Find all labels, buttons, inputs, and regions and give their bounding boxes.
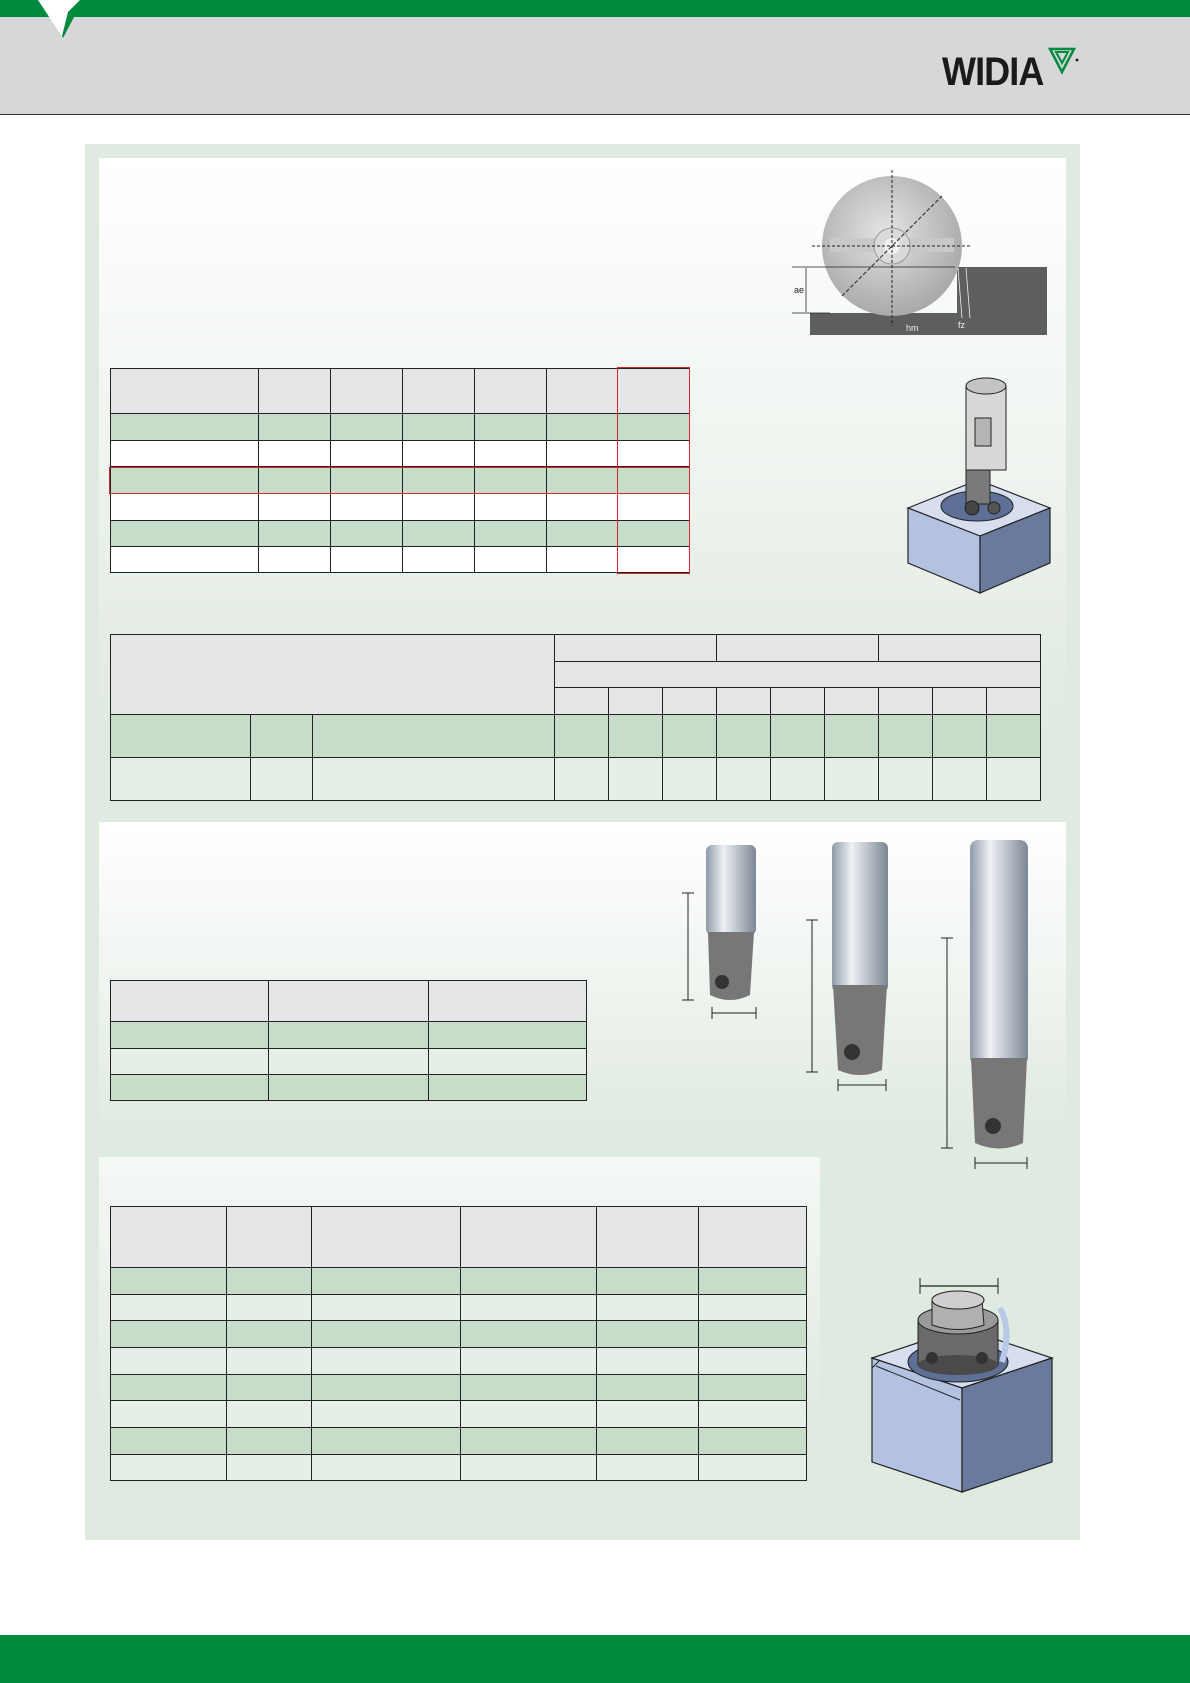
table-row bbox=[111, 1401, 807, 1428]
table-3-header bbox=[111, 981, 587, 1022]
table-row bbox=[111, 1075, 587, 1101]
table-4 bbox=[110, 1206, 807, 1481]
table-row bbox=[111, 494, 690, 521]
table-row bbox=[111, 467, 690, 494]
widia-logo-icon bbox=[1048, 46, 1080, 76]
table-4-header bbox=[111, 1207, 807, 1268]
table-row bbox=[111, 715, 1041, 758]
table-row bbox=[111, 758, 1041, 801]
table-1-header bbox=[111, 369, 690, 414]
face-mill-in-block-illustration bbox=[862, 1270, 1058, 1495]
table-2-header-row-1 bbox=[111, 635, 1041, 662]
footer-green-bar bbox=[0, 1635, 1190, 1683]
corner-notch-icon bbox=[36, 0, 84, 40]
table-3 bbox=[110, 980, 587, 1101]
top-green-bar bbox=[0, 0, 1190, 17]
ae-label: ae bbox=[794, 285, 805, 295]
table-row bbox=[111, 1375, 807, 1401]
widia-logo bbox=[940, 44, 1080, 100]
shank-tool-long-illustration bbox=[935, 838, 1045, 1173]
end-mill-in-block-illustration bbox=[900, 376, 1055, 598]
table-2 bbox=[110, 634, 1041, 801]
fz-label: fz bbox=[958, 320, 966, 330]
table-row bbox=[111, 1268, 807, 1295]
shank-tool-short-illustration bbox=[680, 840, 760, 1025]
table-row bbox=[111, 441, 690, 467]
table-row bbox=[111, 1295, 807, 1321]
shank-tool-medium-illustration bbox=[800, 840, 900, 1095]
table-row bbox=[111, 1049, 587, 1075]
widia-wordmark: WIDIA bbox=[942, 50, 1044, 94]
table-row bbox=[111, 1321, 807, 1348]
table-row bbox=[111, 1455, 807, 1481]
table-row bbox=[111, 414, 690, 441]
table-row bbox=[111, 547, 690, 573]
table-row bbox=[111, 521, 690, 547]
table-1 bbox=[110, 368, 690, 573]
table-row bbox=[111, 1348, 807, 1375]
cutter-geometry-diagram bbox=[790, 168, 1050, 338]
hm-label: hm bbox=[906, 323, 919, 333]
table-row bbox=[111, 1428, 807, 1455]
table-row bbox=[111, 1022, 587, 1049]
